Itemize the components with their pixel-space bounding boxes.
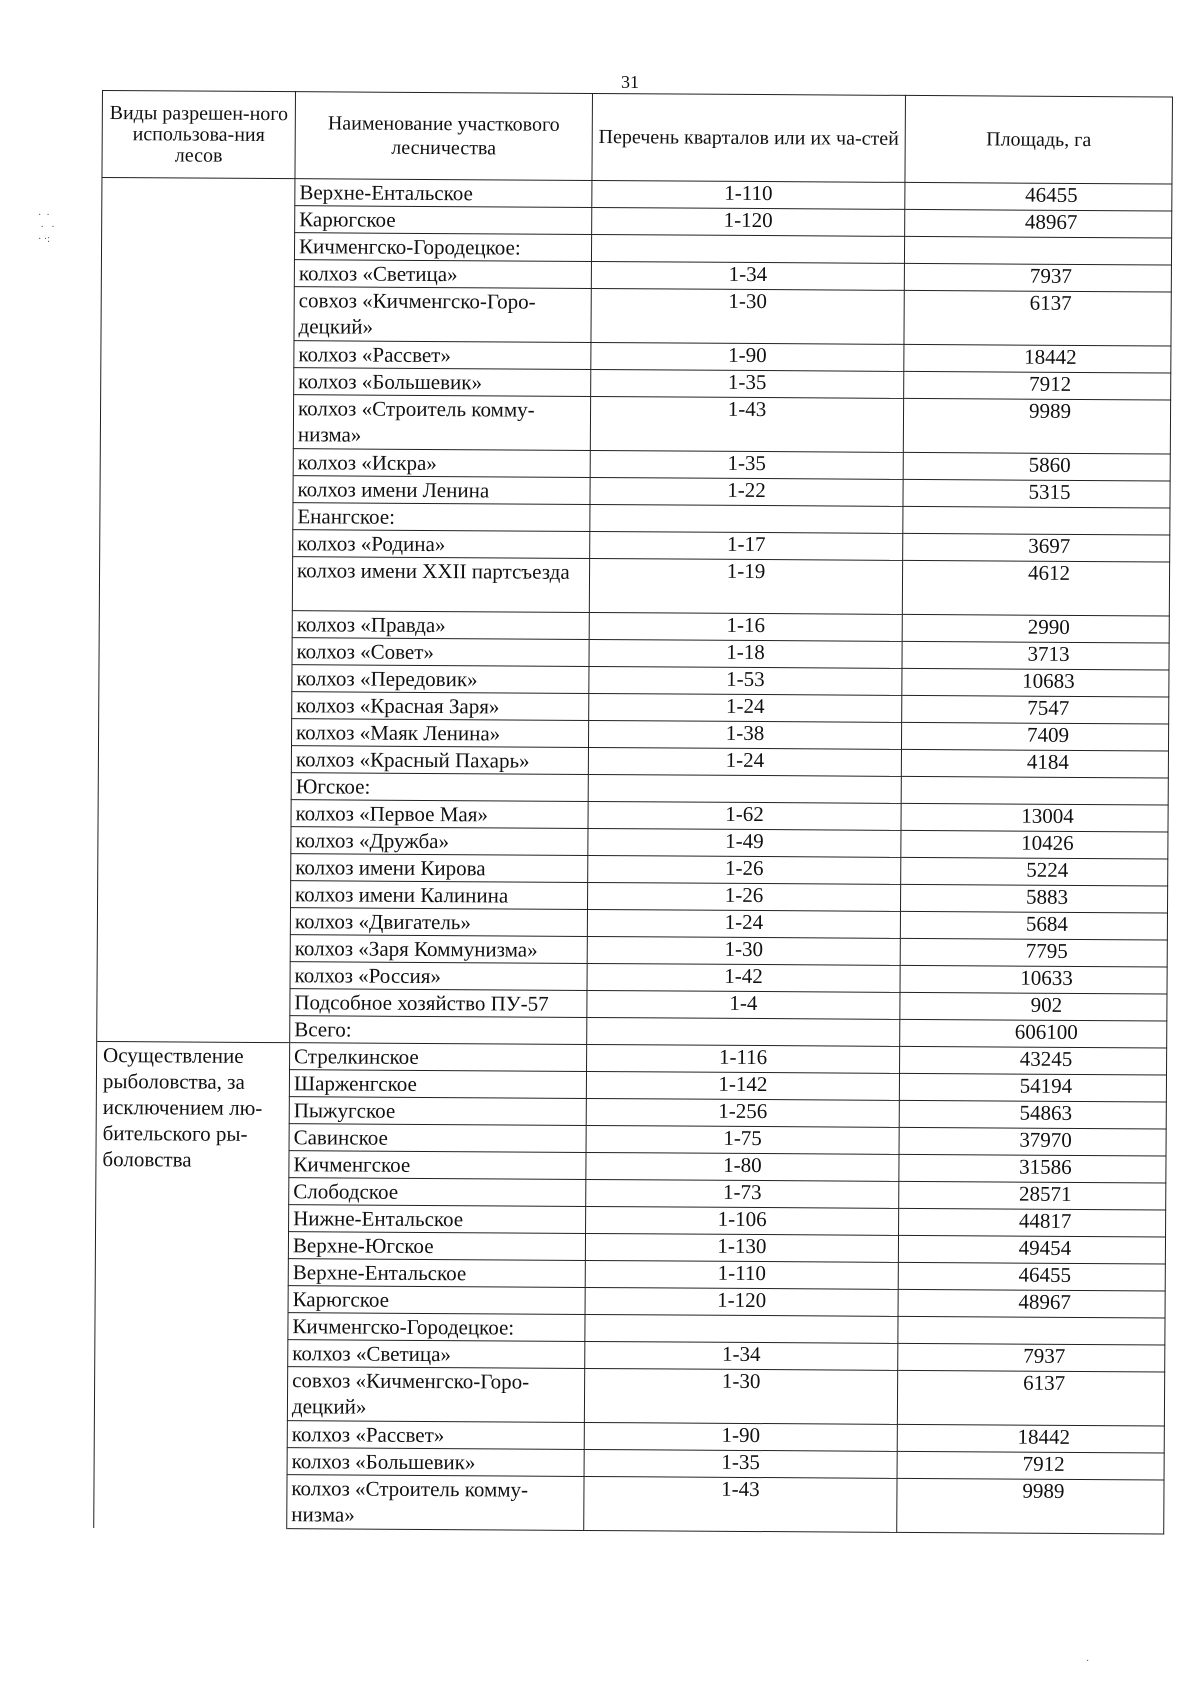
quarters-cell: 1-62: [588, 801, 901, 830]
area-cell: 3697: [903, 533, 1170, 562]
forest-use-table-wrapper: [93, 90, 1172, 1641]
forestry-name-cell: колхоз «Красный Пахарь»: [291, 746, 588, 775]
area-cell: 54863: [899, 1100, 1166, 1129]
forestry-name-cell: Карюгское: [295, 206, 592, 235]
header-area: Площадь, га: [905, 95, 1173, 184]
quarters-cell: 1-110: [585, 1260, 898, 1289]
quarters-cell: 1-43: [584, 1476, 897, 1532]
forestry-name-cell: Кичменгско-Городецкое:: [288, 1313, 585, 1342]
area-cell: 5883: [900, 884, 1167, 913]
quarters-cell: 1-16: [589, 612, 902, 641]
area-cell: 18442: [897, 1424, 1164, 1453]
area-cell: 37970: [899, 1127, 1166, 1156]
forestry-name-cell: Кичменгско-Городецкое:: [294, 233, 591, 262]
area-cell: [901, 776, 1168, 805]
forestry-name-cell: Верхне-Югское: [288, 1232, 585, 1261]
area-cell: 6137: [904, 290, 1171, 346]
area-cell: 6137: [897, 1370, 1164, 1426]
quarters-cell: 1-90: [591, 342, 904, 371]
area-cell: 31586: [899, 1154, 1166, 1183]
quarters-cell: 1-110: [592, 180, 905, 209]
forestry-name-cell: Нижне-Ентальское: [289, 1205, 586, 1234]
quarters-cell: 1-120: [592, 207, 905, 236]
forestry-name-cell: колхоз «Большевик»: [287, 1448, 584, 1477]
quarters-cell: 1-43: [590, 396, 903, 452]
area-cell: 5860: [903, 452, 1170, 481]
area-cell: 48967: [898, 1289, 1165, 1318]
area-cell: 7912: [897, 1451, 1164, 1480]
area-cell: 5684: [900, 911, 1167, 940]
scan-speck: ·: [1086, 1656, 1090, 1667]
forestry-name-cell: колхоз «Заря Коммунизма»: [290, 935, 587, 964]
forestry-name-cell: колхоз имени Кирова: [291, 854, 588, 883]
quarters-cell: 1-34: [585, 1341, 898, 1370]
forestry-name-cell: Верхне-Ентальское: [295, 179, 592, 208]
area-cell: [904, 236, 1171, 265]
scan-specks: · · · · · ·:: [38, 210, 55, 245]
area-cell: 18442: [904, 344, 1171, 373]
header-quarters: Перечень кварталов или их ча-стей: [592, 93, 906, 182]
quarters-cell: 1-4: [587, 990, 900, 1019]
area-cell: [903, 506, 1170, 535]
quarters-cell: 1-35: [590, 450, 903, 479]
quarters-cell: 1-42: [587, 963, 900, 992]
forestry-name-cell: Слободское: [289, 1178, 586, 1207]
header-name: Наименование участкового лесничества: [295, 92, 593, 181]
forestry-name-cell: колхоз «Передовик»: [292, 665, 589, 694]
quarters-cell: 1-26: [588, 855, 901, 884]
area-cell: 9989: [897, 1478, 1164, 1534]
area-cell: 7409: [901, 722, 1168, 751]
use-type-cell: Осуществление рыболовства, за исключением лю-бительского ры-боловства: [94, 1041, 290, 1528]
forestry-name-cell: колхоз «Большевик»: [294, 368, 591, 397]
quarters-cell: 1-17: [590, 531, 903, 560]
forest-use-table: [93, 90, 1173, 1535]
quarters-cell: 1-30: [584, 1368, 897, 1424]
forestry-name-cell: колхоз «Россия»: [290, 962, 587, 991]
forestry-name-cell: колхоз «Дружба»: [291, 827, 588, 856]
forestry-name-cell: колхоз «Строитель комму-низма»: [293, 395, 590, 451]
forestry-name-cell: Стрелкинское: [290, 1043, 587, 1072]
quarters-cell: 1-106: [586, 1206, 899, 1235]
forestry-name-cell: колхоз «Двигатель»: [290, 908, 587, 937]
table-row: [102, 178, 1172, 212]
quarters-cell: 1-80: [586, 1152, 899, 1181]
forestry-name-cell: Верхне-Ентальское: [288, 1259, 585, 1288]
quarters-cell: [585, 1314, 898, 1343]
quarters-cell: [588, 774, 901, 803]
forestry-name-cell: колхоз «Первое Мая»: [291, 800, 588, 829]
table-body: [94, 178, 1172, 1535]
area-cell: 3713: [902, 641, 1169, 670]
forestry-name-cell: совхоз «Кичменгско-Горо-децкий»: [287, 1367, 584, 1423]
quarters-cell: 1-73: [586, 1179, 899, 1208]
forestry-name-cell: колхоз имени Калинина: [291, 881, 588, 910]
header-row: [102, 91, 1173, 185]
area-cell: 46455: [905, 182, 1172, 211]
forestry-name-cell: колхоз «Маяк Ленина»: [291, 719, 588, 748]
area-cell: 46455: [898, 1262, 1165, 1291]
forestry-name-cell: колхоз «Красная Заря»: [292, 692, 589, 721]
quarters-cell: 1-35: [591, 369, 904, 398]
quarters-cell: 1-30: [591, 288, 904, 344]
area-cell: 10683: [902, 668, 1169, 697]
area-cell: 10426: [901, 830, 1168, 859]
area-cell: 7795: [900, 938, 1167, 967]
forestry-name-cell: Шарженгское: [289, 1070, 586, 1099]
quarters-cell: 1-22: [590, 477, 903, 506]
area-cell: 9989: [903, 398, 1170, 454]
forestry-name-cell: Енангское:: [293, 503, 590, 532]
quarters-cell: 1-116: [587, 1044, 900, 1073]
quarters-cell: 1-19: [589, 558, 902, 614]
area-cell: 7547: [902, 695, 1169, 724]
area-cell: 13004: [901, 803, 1168, 832]
quarters-cell: 1-75: [586, 1125, 899, 1154]
forestry-name-cell: колхоз «Светица»: [288, 1340, 585, 1369]
area-cell: 5224: [901, 857, 1168, 886]
forestry-name-cell: колхоз имени XXII партсъезда: [292, 557, 589, 613]
header-type: Виды разрешен-ного использова-ния лесов: [102, 91, 296, 179]
forestry-name-cell: Савинское: [289, 1124, 586, 1153]
area-cell: 606100: [900, 1019, 1167, 1048]
forestry-name-cell: Югское:: [291, 773, 588, 802]
quarters-cell: 1-256: [586, 1098, 899, 1127]
quarters-cell: [587, 1017, 900, 1046]
forestry-name-cell: колхоз «Строитель комму-низма»: [287, 1475, 584, 1531]
quarters-cell: 1-53: [589, 666, 902, 695]
area-cell: 28571: [899, 1181, 1166, 1210]
area-cell: 2990: [902, 614, 1169, 643]
forestry-name-cell: колхоз «Светица»: [294, 260, 591, 289]
area-cell: 4184: [901, 749, 1168, 778]
area-cell: [898, 1316, 1165, 1345]
area-cell: 5315: [903, 479, 1170, 508]
forestry-name-cell: совхоз «Кичменгско-Горо-децкий»: [294, 287, 591, 343]
area-cell: 10633: [900, 965, 1167, 994]
forestry-name-cell: Подсобное хозяйство ПУ-57: [290, 989, 587, 1018]
forestry-name-cell: Карюгское: [288, 1286, 585, 1315]
quarters-cell: 1-24: [587, 909, 900, 938]
quarters-cell: [590, 504, 903, 533]
quarters-cell: 1-90: [584, 1422, 897, 1451]
area-cell: 43245: [900, 1046, 1167, 1075]
forestry-name-cell: колхоз «Рассвет»: [287, 1421, 584, 1450]
forestry-name-cell: колхоз «Искра»: [293, 449, 590, 478]
quarters-cell: 1-120: [585, 1287, 898, 1316]
quarters-cell: 1-30: [587, 936, 900, 965]
quarters-cell: 1-18: [589, 639, 902, 668]
use-type-cell: [97, 178, 295, 1043]
page-number: 31: [621, 72, 639, 92]
forestry-name-cell: Кичменгское: [289, 1151, 586, 1180]
area-cell: 7912: [904, 371, 1171, 400]
area-cell: 7937: [904, 263, 1171, 292]
table-row: [97, 1041, 1167, 1075]
forestry-name-cell: Всего:: [290, 1016, 587, 1045]
forestry-name-cell: колхоз имени Ленина: [293, 476, 590, 505]
forestry-name-cell: колхоз «Совет»: [292, 638, 589, 667]
quarters-cell: 1-26: [588, 882, 901, 911]
area-cell: 7937: [898, 1343, 1165, 1372]
forestry-name-cell: колхоз «Родина»: [293, 530, 590, 559]
forestry-name-cell: колхоз «Рассвет»: [294, 341, 591, 370]
quarters-cell: 1-130: [585, 1233, 898, 1262]
quarters-cell: 1-35: [584, 1449, 897, 1478]
area-cell: 49454: [898, 1235, 1165, 1264]
area-cell: 902: [900, 992, 1167, 1021]
area-cell: 4612: [902, 560, 1169, 616]
area-cell: 48967: [905, 209, 1172, 238]
forestry-name-cell: колхоз «Правда»: [292, 611, 589, 640]
quarters-cell: [591, 234, 904, 263]
quarters-cell: 1-38: [588, 720, 901, 749]
quarters-cell: 1-24: [588, 747, 901, 776]
quarters-cell: 1-49: [588, 828, 901, 857]
quarters-cell: 1-24: [589, 693, 902, 722]
quarters-cell: 1-142: [586, 1071, 899, 1100]
quarters-cell: 1-34: [591, 261, 904, 290]
area-cell: 44817: [899, 1208, 1166, 1237]
forestry-name-cell: Пыжугское: [289, 1097, 586, 1126]
area-cell: 54194: [899, 1073, 1166, 1102]
